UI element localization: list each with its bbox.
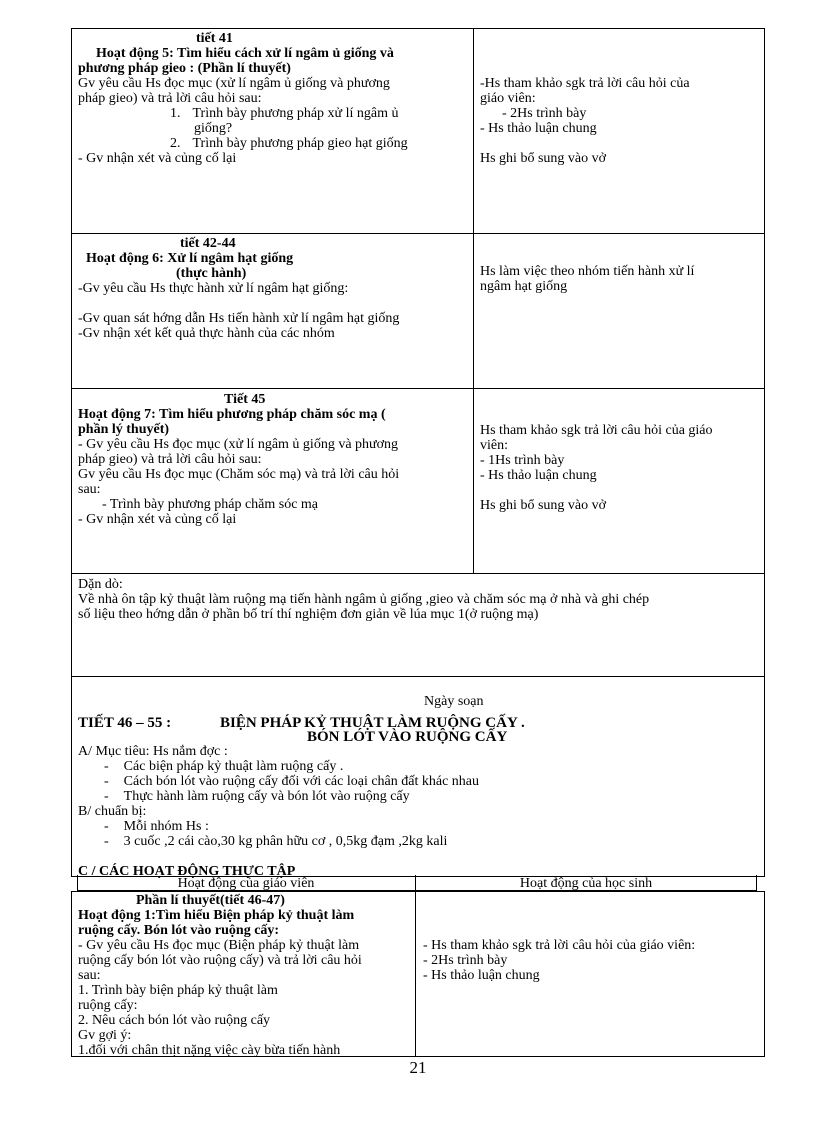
activity-title: Hoạt động 7: Tìm hiểu phương pháp chăm sóc mạ ( xyxy=(78,407,386,422)
student-text: - Hs thảo luận chung xyxy=(480,468,597,483)
instruction-text: ruộng cấy bón lót vào ruộng cấy) và trả lời câu hỏi xyxy=(78,953,362,968)
top-table-column-divider xyxy=(473,28,474,573)
instruction-text: -Gv nhận xét kết quả thực hành của các nhóm xyxy=(78,326,335,341)
homework-heading: Dặn dò: xyxy=(78,577,123,592)
student-text: - Hs tham khảo sgk trả lời câu hỏi của giáo viên: xyxy=(423,938,696,953)
objectives-section xyxy=(78,744,479,849)
activity-title: Hoạt động 6: Xử lí ngâm hạt giống xyxy=(86,251,294,266)
question-text: Trình bày phương pháp xử lí ngâm ủ xyxy=(192,106,399,121)
instruction-text: Gv yêu cầu Hs đọc mục (Chăm sóc mạ) và trả lời câu hỏi xyxy=(78,467,400,482)
row-divider xyxy=(71,233,765,234)
question-text: 2. Nêu cách bón lót vào ruộng cấy xyxy=(78,1013,271,1028)
student-text: Hs làm việc theo nhóm tiến hành xử lí xyxy=(480,264,695,279)
activity-title: ruộng cấy. Bón lót vào ruộng cấy: xyxy=(78,923,280,938)
question-text: giống? xyxy=(194,121,233,136)
objective-item: Cách bón lót vào ruộng cấy đối với các loại chân đất khác nhau xyxy=(123,774,480,789)
question-text: 1. Trình bày biện pháp kỷ thuật làm xyxy=(78,983,278,998)
row2-left-cell xyxy=(78,236,399,341)
lesson-code: TIẾT 46 – 55 : xyxy=(78,715,172,731)
instruction-text: pháp gieo) và trả lời câu hỏi sau: xyxy=(78,91,262,106)
page-number: 21 xyxy=(409,1058,427,1077)
bottom-table-column-divider xyxy=(415,891,416,1057)
column-header-teacher: Hoạt động của giáo viên xyxy=(177,876,315,891)
homework-text: Về nhà ôn tập kỷ thuật làm ruộng mạ tiến hành ngâm ủ giống ,gieo và chăm sóc mạ ở nhà và ghi chép xyxy=(78,592,650,607)
student-text: - Hs thảo luận chung xyxy=(423,968,540,983)
date-label: Ngày soạn xyxy=(424,694,484,709)
row-divider xyxy=(71,676,765,677)
activity-title: phương pháp gieo : (Phần lí thuyết) xyxy=(78,61,291,76)
student-text: - 2Hs trình bày xyxy=(502,106,587,121)
lesson-title: BIỆN PHÁP KỶ THUẬT LÀM RUỘNG CẤY . xyxy=(220,715,525,731)
period-label: tiết 42-44 xyxy=(180,236,236,251)
activities-heading: C / CÁC HOẠT ĐỘNG THỰC TẬP xyxy=(78,864,296,879)
row3-right-cell xyxy=(480,423,713,513)
student-text: Hs ghi bổ sung vào vở xyxy=(480,151,607,166)
objective-item: Các biện pháp kỷ thuật làm ruộng cấy . xyxy=(123,759,344,774)
instruction-text: sau: xyxy=(78,482,101,497)
question-number: 2. xyxy=(170,136,181,151)
hint-heading: Gv gợi ý: xyxy=(78,1028,132,1043)
activity-title: Hoạt động 1:Tìm hiểu Biện pháp kỷ thuật làm xyxy=(78,908,355,923)
bullet: - xyxy=(104,774,109,789)
student-text: - 1Hs trình bày xyxy=(480,453,565,468)
objective-item: Thực hành làm ruộng cấy và bón lót vào ruộng cấy xyxy=(123,789,410,804)
question-text: ruộng cấy: xyxy=(78,998,138,1013)
question-text: Trình bày phương pháp gieo hạt giống xyxy=(192,136,408,151)
activity-title: (thực hành) xyxy=(176,266,247,281)
bottom-left-cell xyxy=(78,893,362,1058)
instruction-text: - Gv yêu cầu Hs đọc mục (Biện pháp kỷ thuật làm xyxy=(78,938,360,953)
homework-cell xyxy=(78,577,649,622)
student-text: giáo viên: xyxy=(480,91,536,106)
bullet: - xyxy=(104,834,109,849)
student-text: - 2Hs trình bày xyxy=(423,953,508,968)
row-divider xyxy=(71,573,765,574)
closing-text: - Gv nhận xét và củng cố lại xyxy=(78,512,237,527)
objectives-heading: A/ Mục tiêu: Hs nắm đợc : xyxy=(78,744,228,759)
prep-item: Mỗi nhóm Hs : xyxy=(123,819,209,834)
instruction-text: -Gv quan sát hớng dẫn Hs tiến hành xử lí ngâm hạt giống xyxy=(78,311,400,326)
lesson-title: BÓN LÓT VÀO RUỘNG CẤY xyxy=(307,729,508,745)
prep-item: 3 cuốc ,2 cái cào,30 kg phân hữu cơ , 0,5kg đạm ,2kg kali xyxy=(123,834,448,849)
bullet: - xyxy=(104,759,109,774)
period-label: Tiết 45 xyxy=(224,392,266,407)
period-label: tiết 41 xyxy=(196,31,233,46)
student-text: Hs ghi bổ sung vào vở xyxy=(480,498,607,513)
student-text: -Hs tham khảo sgk trả lời câu hỏi của xyxy=(480,76,690,91)
homework-text: số liệu theo hớng dẫn ở phần bố trí thí nghiệm đơn giản về lúa mục 1(ở ruộng mạ) xyxy=(78,607,539,622)
student-text: viên: xyxy=(480,438,508,453)
activity-title: phần lý thuyết) xyxy=(78,422,170,437)
activity-title: Hoạt động 5: Tìm hiểu cách xử lí ngâm ủ giống và xyxy=(96,46,394,61)
question-number: 1. xyxy=(170,106,181,121)
instruction-text: pháp gieo) và trả lời câu hỏi sau: xyxy=(78,452,262,467)
student-text: Hs tham khảo sgk trả lời câu hỏi của giáo xyxy=(480,423,713,438)
instruction-text: - Gv yêu cầu Hs đọc mục (xử lí ngâm ủ giống và phương xyxy=(78,437,399,452)
bullet: - xyxy=(104,789,109,804)
row-divider xyxy=(71,388,765,389)
student-text: - Hs thảo luận chung xyxy=(480,121,597,136)
hint-text: 1.đối với chân thịt nặng việc cày bừa tiến hành xyxy=(78,1043,341,1058)
question-text: - Trình bày phương pháp chăm sóc mạ xyxy=(102,497,319,512)
row2-right-cell xyxy=(480,264,694,294)
closing-text: - Gv nhận xét và củng cố lại xyxy=(78,151,237,166)
instruction-text: -Gv yêu cầu Hs thực hành xử lí ngâm hạt giống: xyxy=(78,281,349,296)
instruction-text: Gv yêu cầu Hs đọc mục (xử lí ngâm ủ giống và phương xyxy=(78,76,390,91)
row1-right-cell xyxy=(480,76,690,166)
period-label: Phần lí thuyết(tiết 46-47) xyxy=(136,893,285,908)
student-text: ngâm hạt giống xyxy=(480,279,568,294)
row1-left-cell xyxy=(78,31,408,166)
column-header-student: Hoạt động của học sinh xyxy=(519,876,653,891)
instruction-text: sau: xyxy=(78,968,101,983)
bottom-right-cell xyxy=(423,938,695,983)
bullet: - xyxy=(104,819,109,834)
row3-left-cell xyxy=(78,392,399,527)
prep-heading: B/ chuẩn bị: xyxy=(78,804,147,819)
